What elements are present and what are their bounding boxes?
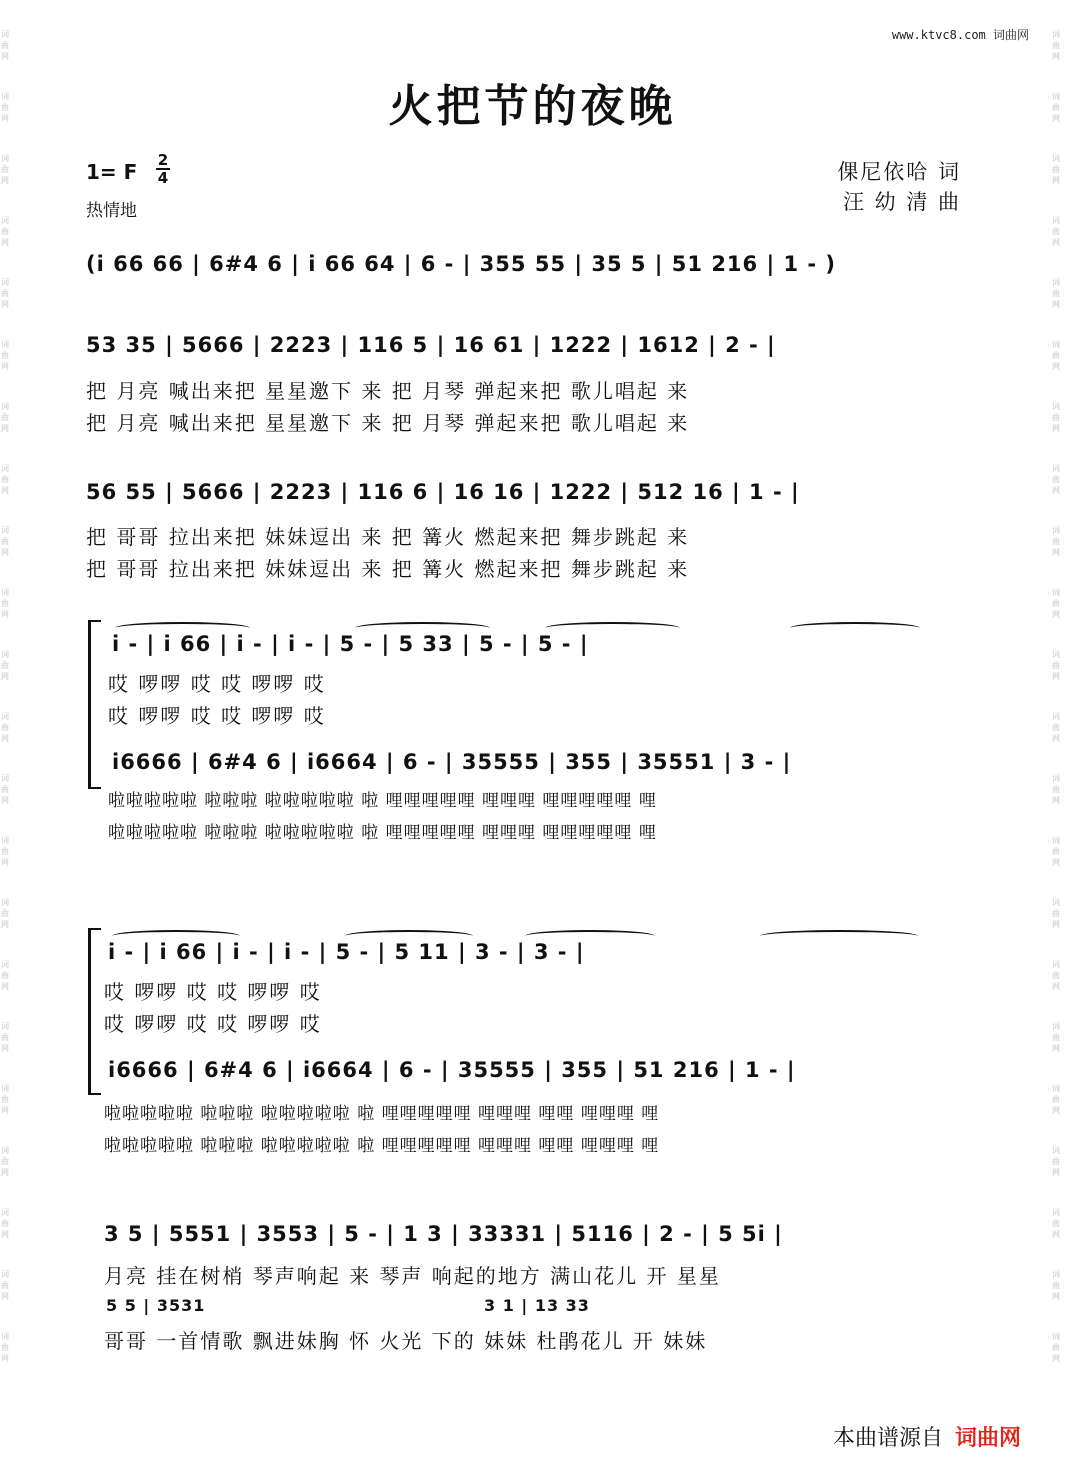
tie-arc <box>115 622 250 634</box>
final-lyric-2: 哥哥 一首情歌 飘进妹胸 怀 火光 下的 妹妹 杜鹃花儿 开 妹妹 <box>104 1329 708 1353</box>
edge-watermark-text: 词曲网 <box>1052 278 1060 309</box>
source-footer <box>833 1421 1021 1452</box>
chorus1-lower-lyric-2: 啦啦啦啦啦 啦啦啦 啦啦啦啦啦 啦 哩哩哩哩哩 哩哩哩 哩哩哩哩哩 哩 <box>108 823 657 843</box>
final-lyric-1: 月亮 挂在树梢 琴声响起 来 琴声 响起的地方 满山花儿 开 星星 <box>104 1264 721 1288</box>
chorus1-lower-lyric-1: 啦啦啦啦啦 啦啦啦 啦啦啦啦啦 啦 哩哩哩哩哩 哩哩哩 哩哩哩哩哩 哩 <box>108 791 657 811</box>
verse2-lyric-2: 把 哥哥 拉出来把 妹妹逗出 来 把 篝火 燃起来把 舞步跳起 来 <box>86 557 690 581</box>
edge-watermark-text: 词曲网 <box>1052 836 1060 867</box>
footer-brand: 词曲网 <box>954 1426 1021 1451</box>
meter-bottom: 4 <box>157 169 169 187</box>
edge-watermark-text: 词曲网 <box>1052 92 1060 123</box>
tempo-marking: 热情地 <box>86 201 137 221</box>
edge-watermark-text: 词曲网 <box>1052 340 1060 371</box>
edge-watermark-text: 词曲网 <box>1052 154 1060 185</box>
edge-watermark-text: 词曲网 <box>1052 1270 1060 1301</box>
edge-watermark-text: 词曲网 <box>1 836 9 867</box>
chorus2-upper-lyric-1: 哎 啰啰 哎 哎 啰啰 哎 <box>104 980 322 1004</box>
edge-watermark-text: 词曲网 <box>1 278 9 309</box>
edge-watermark-text: 词曲网 <box>1 1270 9 1301</box>
final-small-notes-right: 3 1 | 13 33 <box>484 1296 590 1315</box>
intro-notes: (i 66 66 | 6#4 6 | i 66 64 | 6 - | 355 55 | 35 5 | 51 216 | 1 - ) <box>86 252 836 276</box>
edge-watermark-text: 词曲网 <box>1 154 9 185</box>
edge-watermark-text: 词曲网 <box>1052 898 1060 929</box>
edge-watermark-text: 词曲网 <box>1 402 9 433</box>
chorus1-upper-lyric-2: 哎 啰啰 哎 哎 啰啰 哎 <box>108 704 326 728</box>
edge-watermark-text: 词曲网 <box>1052 464 1060 495</box>
lyricist-credit: 倮尼依哈 词 <box>837 160 961 184</box>
system-bracket <box>88 620 101 789</box>
edge-watermark-text: 词曲网 <box>1052 526 1060 557</box>
edge-watermark-text: 词曲网 <box>1052 216 1060 247</box>
edge-watermark-text: 词曲网 <box>1 960 9 991</box>
final-small-notes-left: 5 5 | 3531 <box>106 1296 206 1315</box>
edge-watermark-text: 词曲网 <box>1 464 9 495</box>
page-title: 火把节的夜晚 <box>388 81 677 132</box>
chorus1-upper-lyric-1: 哎 啰啰 哎 哎 啰啰 哎 <box>108 672 326 696</box>
edge-watermark-text: 词曲网 <box>1 1084 9 1115</box>
edge-watermark-text: 词曲网 <box>1 774 9 805</box>
chorus2-lower-lyric-1: 啦啦啦啦啦 啦啦啦 啦啦啦啦啦 啦 哩哩哩哩哩 哩哩哩 哩哩 哩哩哩 哩 <box>104 1104 660 1124</box>
time-signature <box>156 152 170 186</box>
verse2-lyric-1: 把 哥哥 拉出来把 妹妹逗出 来 把 篝火 燃起来把 舞步跳起 来 <box>86 525 690 549</box>
chorus2-upper-notes: i - | i 66 | i - | i - | 5 - | 5 11 | 3 - | 3 - | <box>108 940 585 964</box>
tie-arc <box>790 622 920 634</box>
tie-arc <box>355 622 490 634</box>
edge-watermark-text: 词曲网 <box>1 30 9 61</box>
verse1-lyric-2: 把 月亮 喊出来把 星星邀下 来 把 月琴 弹起来把 歌儿唱起 来 <box>86 411 690 435</box>
chorus1-upper-notes: i - | i 66 | i - | i - | 5 - | 5 33 | 5 - | 5 - | <box>112 632 589 656</box>
tie-arc <box>525 930 655 942</box>
edge-watermark-text: 词曲网 <box>1052 1084 1060 1115</box>
composer-credit: 汪 幼 清 曲 <box>842 190 961 214</box>
edge-watermark-text: 词曲网 <box>1 92 9 123</box>
edge-watermark-text: 词曲网 <box>1052 774 1060 805</box>
tie-arc <box>760 930 918 942</box>
edge-watermark-text: 词曲网 <box>1052 960 1060 991</box>
tie-arc <box>545 622 680 634</box>
edge-watermark-text: 词曲网 <box>1052 1022 1060 1053</box>
edge-watermark-text: 词曲网 <box>1 216 9 247</box>
final-notes: 3 5 | 5551 | 3553 | 5 - | 1 3 | 33331 | 5116 | 2 - | 5 5i | <box>104 1222 783 1246</box>
edge-watermark-text: 词曲网 <box>1 1146 9 1177</box>
edge-watermark-text: 词曲网 <box>1 1208 9 1239</box>
chorus1-lower-notes: i6666 | 6#4 6 | i6664 | 6 - | 35555 | 355 | 35551 | 3 - | <box>112 750 792 774</box>
system-bracket <box>88 928 101 1095</box>
edge-watermark-text: 词曲网 <box>1052 1146 1060 1177</box>
edge-watermark-text: 词曲网 <box>1 526 9 557</box>
edge-watermark-text: 词曲网 <box>1 650 9 681</box>
chorus2-lower-lyric-2: 啦啦啦啦啦 啦啦啦 啦啦啦啦啦 啦 哩哩哩哩哩 哩哩哩 哩哩 哩哩哩 哩 <box>104 1136 660 1156</box>
chorus2-upper-lyric-2: 哎 啰啰 哎 哎 啰啰 哎 <box>104 1012 322 1036</box>
tie-arc <box>112 930 240 942</box>
edge-watermark-text: 词曲网 <box>1052 1332 1060 1363</box>
verse1-lyric-1: 把 月亮 喊出来把 星星邀下 来 把 月琴 弹起来把 歌儿唱起 来 <box>86 379 690 403</box>
edge-watermark-text: 词曲网 <box>1 712 9 743</box>
verse1-notes: 53 35 | 5666 | 2223 | 116 5 | 16 61 | 1222 | 1612 | 2 - | <box>86 333 776 357</box>
tie-arc <box>345 930 473 942</box>
site-watermark: www.ktvc8.com 词曲网 <box>891 28 1029 42</box>
edge-watermark-text: 词曲网 <box>1 340 9 371</box>
right-watermark-strip <box>1051 0 1065 1482</box>
meter-top: 2 <box>157 151 169 169</box>
edge-watermark-text: 词曲网 <box>1052 650 1060 681</box>
edge-watermark-text: 词曲网 <box>1052 712 1060 743</box>
edge-watermark-text: 词曲网 <box>1 1332 9 1363</box>
edge-watermark-text: 词曲网 <box>1 898 9 929</box>
edge-watermark-text: 词曲网 <box>1 1022 9 1053</box>
key-signature: 1= F <box>86 160 138 184</box>
edge-watermark-text: 词曲网 <box>1052 588 1060 619</box>
verse2-notes: 56 55 | 5666 | 2223 | 116 6 | 16 16 | 1222 | 512 16 | 1 - | <box>86 480 800 504</box>
footer-label: 本曲谱源自 <box>832 1426 943 1451</box>
left-watermark-strip <box>0 0 14 1482</box>
edge-watermark-text: 词曲网 <box>1052 1208 1060 1239</box>
edge-watermark-text: 词曲网 <box>1052 402 1060 433</box>
chorus2-lower-notes: i6666 | 6#4 6 | i6664 | 6 - | 35555 | 355 | 51 216 | 1 - | <box>108 1058 796 1082</box>
edge-watermark-text: 词曲网 <box>1052 30 1060 61</box>
edge-watermark-text: 词曲网 <box>1 588 9 619</box>
